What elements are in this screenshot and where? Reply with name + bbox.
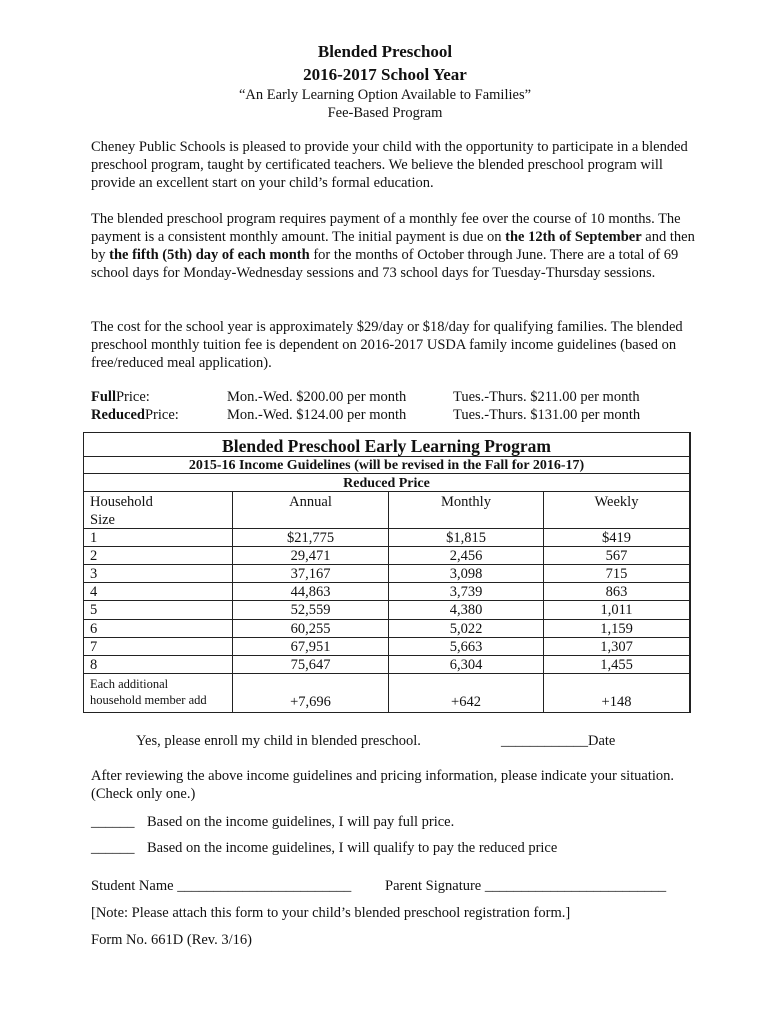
table-row-annual: 29,471 [290, 548, 331, 564]
reduced-price-heading: Reduced Price [343, 476, 430, 491]
date-blank[interactable]: ____________ [501, 733, 588, 749]
full-price-label [91, 388, 150, 406]
table-row-size: 8 [90, 657, 98, 673]
full-price-row [91, 388, 691, 406]
income-guidelines-table [83, 432, 690, 713]
table-row-size: 3 [90, 566, 98, 582]
reduced-price-label [91, 406, 179, 424]
date-label: Date [588, 733, 616, 749]
school-year: 2016-2017 School Year [303, 65, 467, 84]
table-row-monthly: $1,815 [446, 530, 486, 546]
table-row-monthly: 2,456 [449, 548, 483, 564]
table-row-monthly: 4,380 [449, 602, 483, 618]
full-price-tue-thu: Tues.-Thurs. $211.00 per month [453, 389, 640, 405]
parent-signature-label: Parent Signature [385, 878, 485, 894]
form-number: Form No. 661D (Rev. 3/16) [91, 932, 252, 948]
payment-text-2: and then by [91, 229, 695, 263]
instructions-paragraph: After reviewing the above income guidelines and pricing information, please indicate your situation. (Check only one.) [91, 768, 675, 802]
table-row-weekly: 715 [605, 566, 628, 582]
option-reduced-checkbox[interactable]: ______ [91, 840, 135, 856]
additional-member-label-2: household member add [90, 693, 207, 707]
col-monthly: Monthly [441, 494, 491, 510]
reduced-price-label-rest: Price: [144, 407, 179, 423]
payment-text-3: for the months of October through June. There are a total of 69 school days for Monday-Wednesday sessions and 73 school days for Tuesday-Thursday sessions. [91, 247, 679, 281]
table-row-annual: $21,775 [286, 530, 335, 546]
full-price-label-bold: Full [91, 389, 116, 405]
table-row-size: 2 [90, 548, 98, 564]
table-row-monthly: 5,022 [449, 621, 483, 637]
reduced-price-mon-wed: Mon.-Wed. $124.00 per month [227, 407, 407, 423]
enroll-statement: Yes, please enroll my child in blended preschool. [136, 733, 421, 749]
full-price-mon-wed: Mon.-Wed. $200.00 per month [227, 389, 407, 405]
date-field[interactable] [501, 732, 615, 750]
cost-paragraph: The cost for the school year is approximately $29/day or $18/day for qualifying families. The blended preschool monthly tuition fee is dependent on 2016-2017 USDA family income guidelines (based on free/reduced meal application). [91, 319, 683, 371]
student-name-label: Student Name [91, 878, 178, 894]
reduced-price-tue-thu: Tues.-Thurs. $131.00 per month [453, 407, 641, 423]
table-row-weekly: 863 [605, 584, 628, 600]
table-row-size: 5 [90, 602, 98, 618]
additional-weekly: +148 [601, 694, 632, 710]
payment-monthly-due: the fifth (5th) day of each month [109, 247, 310, 263]
form-title: Blended Preschool [317, 42, 453, 61]
col-household: Household [90, 494, 153, 510]
student-name-blank[interactable]: ________________________ [177, 878, 352, 894]
table-row-annual: 52,559 [290, 602, 331, 618]
additional-monthly: +642 [451, 694, 481, 710]
table-row-monthly: 3,098 [449, 566, 483, 582]
additional-member-label: Each additional [90, 677, 169, 691]
table-row-weekly: 1,455 [600, 657, 633, 673]
table-row-size: 7 [90, 639, 98, 655]
full-price-label-rest: Price: [115, 389, 150, 405]
col-annual: Annual [289, 494, 332, 510]
reduced-price-label-bold: Reduced [91, 407, 145, 423]
table-row-annual: 67,951 [290, 639, 331, 655]
table-row-weekly: 1,159 [600, 621, 633, 637]
option-full-checkbox[interactable]: ______ [91, 814, 135, 830]
table-row-size: 1 [90, 530, 98, 546]
tagline: “An Early Learning Option Available to Families” [238, 87, 532, 103]
table-row-annual: 60,255 [290, 621, 331, 637]
student-name-field[interactable] [91, 877, 351, 895]
option-full-label: Based on the income guidelines, I will pay full price. [147, 814, 455, 830]
table-title: Blended Preschool Early Learning Program [222, 436, 551, 456]
table-row-weekly: 1,307 [600, 639, 633, 655]
attachment-note: [Note: Please attach this form to your child’s blended preschool registration form.] [91, 905, 571, 921]
reduced-price-row [91, 406, 691, 424]
payment-paragraph [91, 210, 696, 282]
table-row-annual: 44,863 [290, 584, 331, 600]
program-type: Fee-Based Program [327, 105, 443, 121]
table-row-weekly: 567 [605, 548, 628, 564]
table-row-size: 6 [90, 621, 98, 637]
col-weekly: Weekly [594, 494, 639, 510]
table-row-monthly: 6,304 [449, 657, 483, 673]
table-row-weekly: $419 [602, 530, 631, 546]
parent-signature-blank[interactable]: _________________________ [484, 878, 667, 894]
table-subtitle: 2015-16 Income Guidelines (will be revised in the Fall for 2016-17) [188, 458, 585, 473]
table-row-weekly: 1,011 [600, 602, 633, 618]
payment-due-date: the 12th of September [505, 229, 642, 245]
table-row-annual: 75,647 [290, 657, 331, 673]
parent-signature-field[interactable] [385, 877, 666, 895]
table-row-size: 4 [90, 584, 98, 600]
table-row-monthly: 5,663 [449, 639, 483, 655]
table-row-annual: 37,167 [290, 566, 331, 582]
table-row-monthly: 3,739 [449, 584, 483, 600]
option-reduced-label: Based on the income guidelines, I will qualify to pay the reduced price [147, 840, 558, 856]
col-household-size: Size [90, 512, 115, 528]
additional-annual: +7,696 [290, 694, 331, 710]
intro-paragraph: Cheney Public Schools is pleased to provide your child with the opportunity to participate in a blended preschool program, taught by certificated teachers. We believe the blended preschool program will provide an excellent start on your child’s formal education. [91, 139, 688, 191]
payment-text-1: The blended preschool program requires payment of a monthly fee over the course of 10 months. The payment is a consistent monthly amount. The initial payment is due on [91, 211, 681, 245]
